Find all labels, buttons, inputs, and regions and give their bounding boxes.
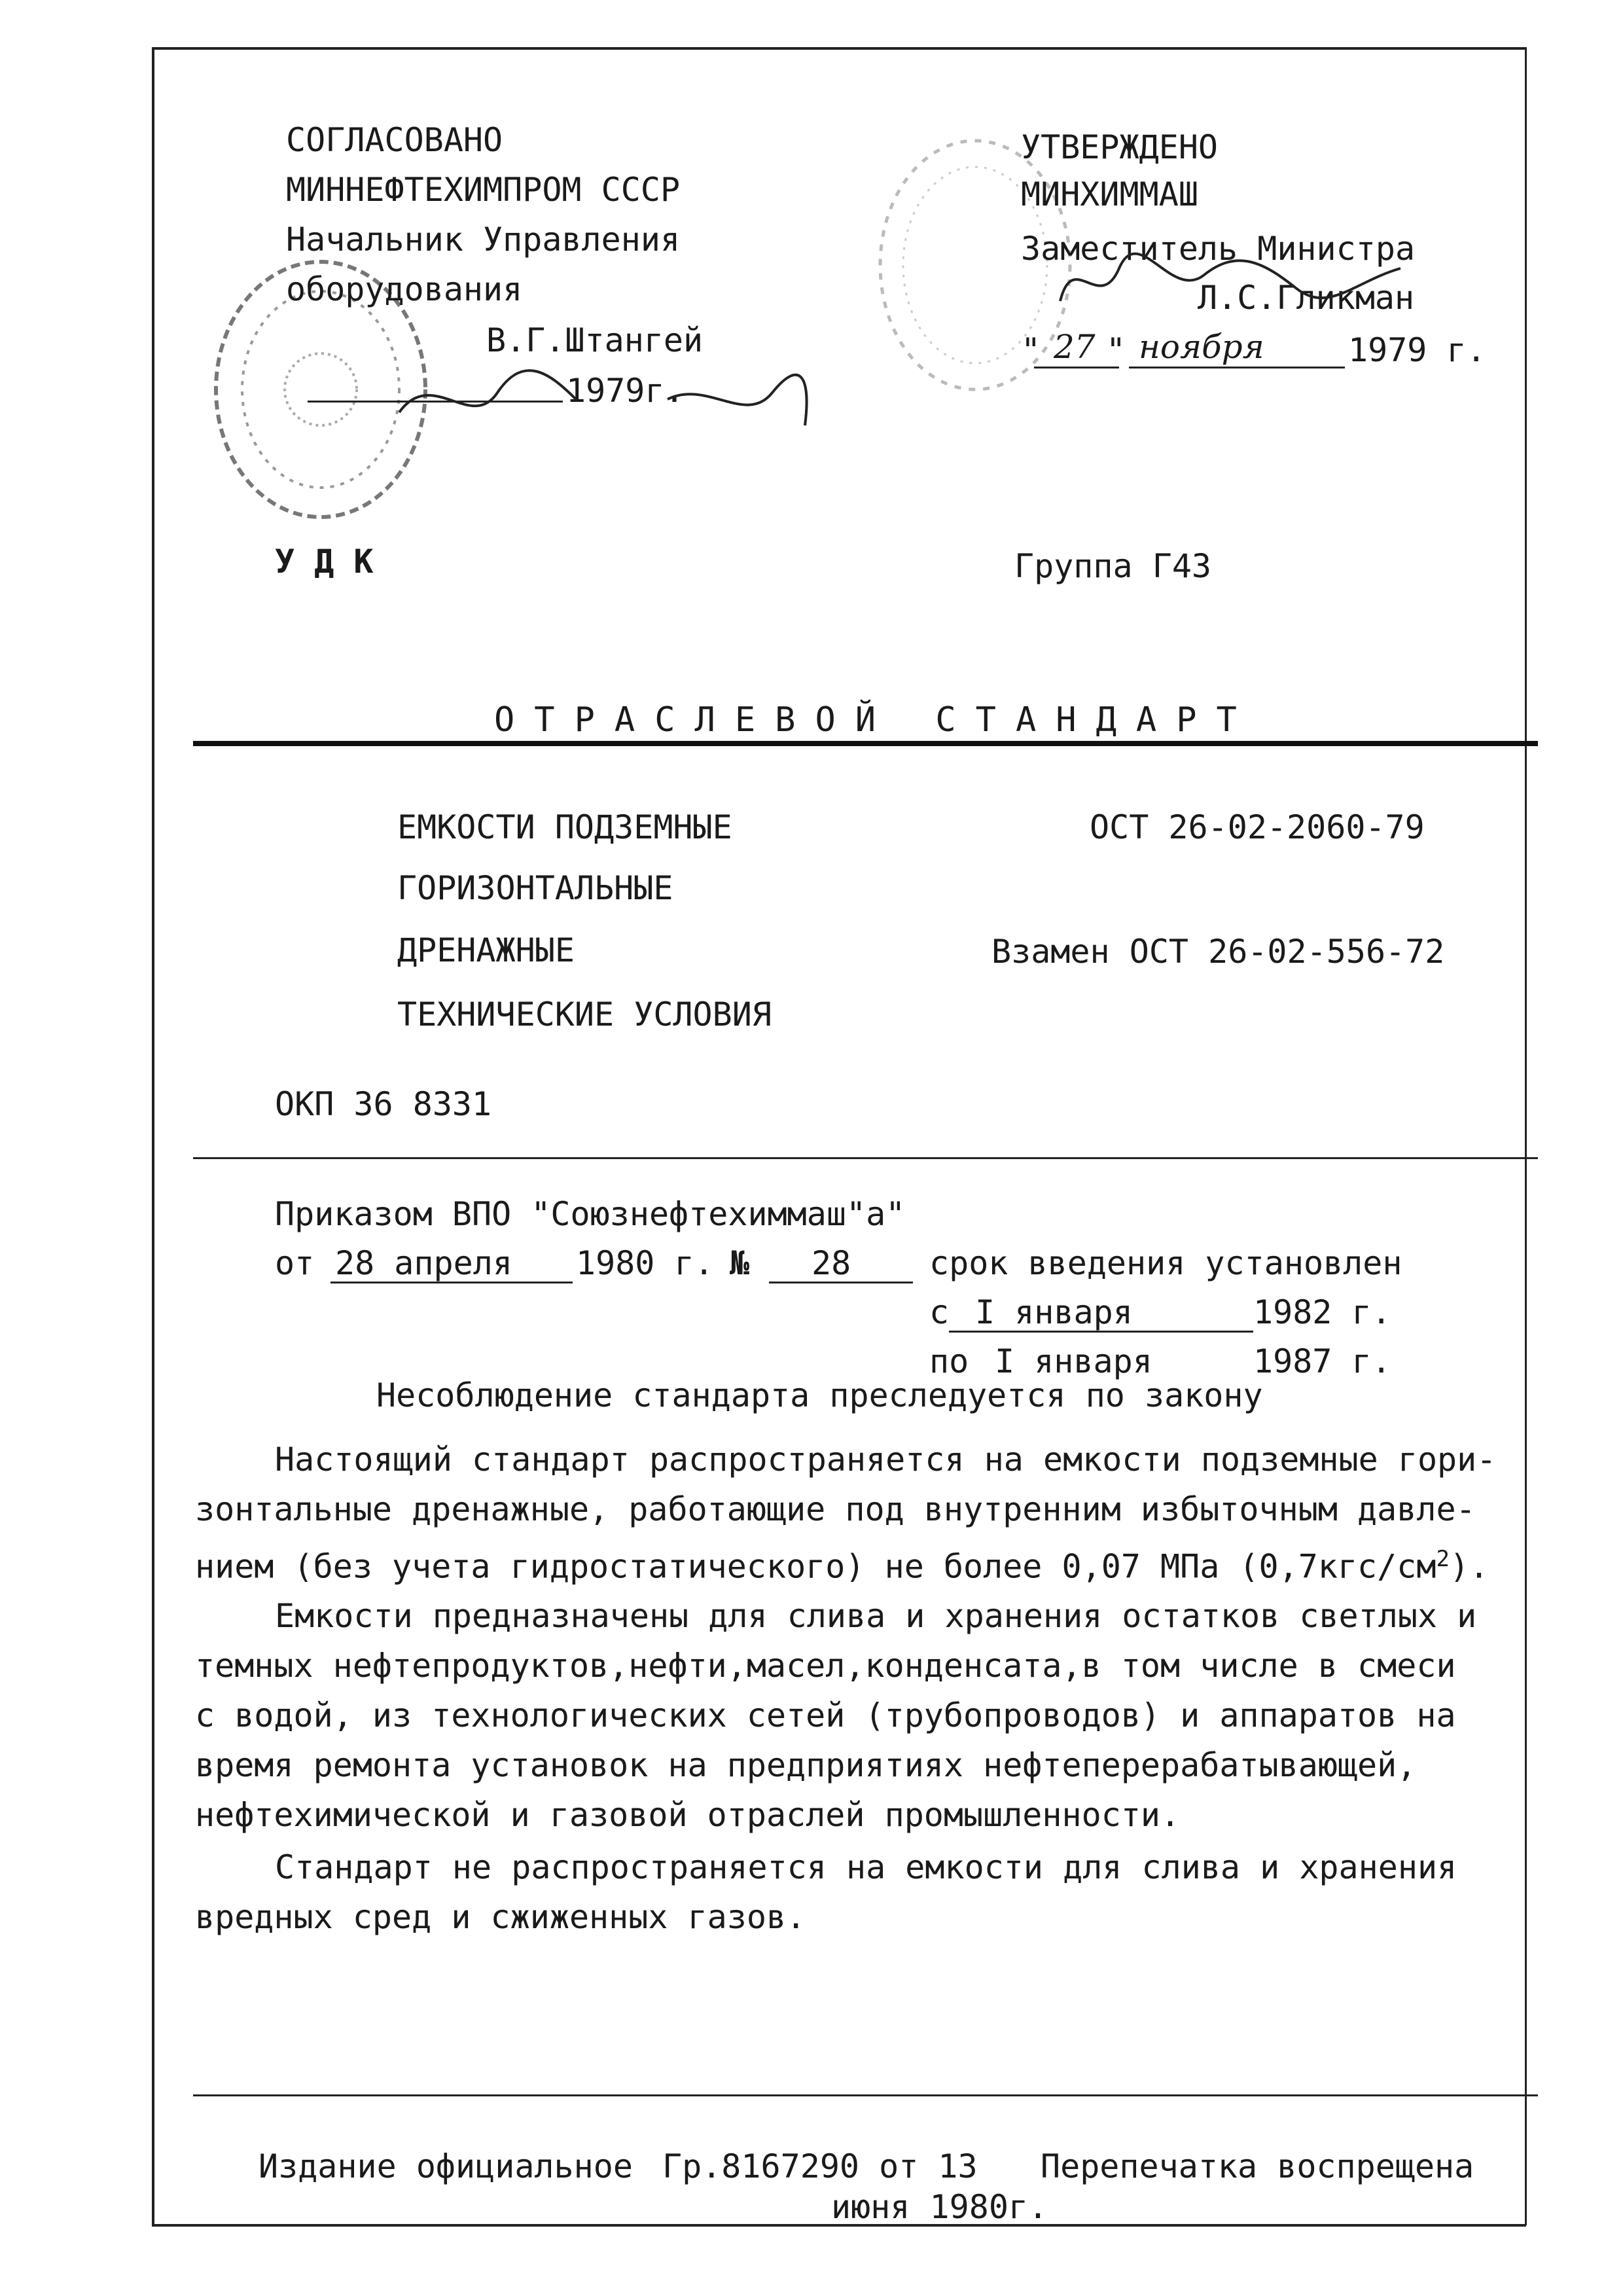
order-from: от [275,1244,315,1282]
approval-right-day: 27 [1054,328,1096,366]
group-label: Группа Г43 [1014,547,1212,585]
udk-label: У Д К [275,543,374,581]
approval-right-name: Л.С.Гликман [1198,279,1415,317]
section-rule [193,1157,1538,1159]
term-from-prefix: с [929,1293,950,1331]
body-p2-l3: с водой, из технологических сетей (трубопроводов) и аппаратов на [195,1696,1456,1734]
page-frame-top [152,47,1526,50]
term-from-underline [949,1331,1253,1333]
order-date-underline [330,1282,573,1283]
okp-code: ОКП 36 8331 [275,1085,492,1123]
ost-number: ОСТ 26-02-2060-79 [1090,808,1425,846]
approval-left-line3: Начальник Управления [286,221,681,259]
body-p1-l2: зонтальные дренажные, работающие под внутренним избыточным давле- [195,1490,1476,1528]
body-p1-l3-text: нием (без учета гидростатического) не более 0,07 МПа (0,7кгс/см [195,1547,1436,1586]
signature-right [1047,242,1414,321]
footer-rule [193,2094,1538,2096]
order-line1: Приказом ВПО "Союзнефтехиммаш"а" [275,1195,906,1233]
term-to-date: I января [995,1342,1152,1380]
approval-right-month: ноября [1139,328,1264,366]
body-p3-l1: Стандарт не распространяется на емкости для слива и хранения [275,1848,1457,1886]
body-p1-l3 [195,1538,1489,1588]
page-frame-left [152,47,154,2225]
approval-right-year: 1979 г. [1348,331,1486,369]
term-from-date: I января [975,1293,1133,1331]
approval-left-line4: оборудования [286,270,523,308]
title-line3: ДРЕНАЖНЫЕ [397,931,575,969]
order-number: 28 [812,1244,851,1282]
approval-right-line2: МИНХИММАШ [1021,175,1198,213]
day-underline [1034,367,1119,368]
body-p2-l2: темных нефтепродуктов,нефти,масел,конденсата,в том числе в смеси [195,1647,1456,1685]
footer-reprint: Перепечатка воспрещена [1041,2147,1474,2185]
body-p1-l3-sup: 2 [1436,1546,1450,1572]
body-p3-l2: вредных сред и сжиженных газов. [195,1898,806,1936]
body-p2-l1: Емкости предназначены для слива и хранения остатков светлых и [275,1597,1477,1635]
order-year: 1980 г. [576,1244,714,1282]
term-to-prefix: по [929,1342,969,1380]
body-p1-l3-end: ). [1449,1547,1489,1586]
approval-right-line1: УТВЕРЖДЕНО [1021,128,1219,166]
signature-left [393,353,825,452]
approval-right-day-open: " [1021,331,1041,369]
approval-left-line1: СОГЛАСОВАНО [286,121,503,159]
replaces-note: Взамен ОСТ 26-02-556-72 [991,933,1445,971]
footer-edition: Издание официальное [259,2147,633,2185]
approval-left-year: 1979г. [566,372,685,410]
term-label: срок введения установлен [929,1244,1402,1282]
body-p1-l1: Настоящий стандарт распространяется на емкости подземные гори- [275,1441,1497,1479]
title-line4: ТЕХНИЧЕСКИЕ УСЛОВИЯ [397,996,772,1033]
title-line2: ГОРИЗОНТАЛЬНЫЕ [397,869,673,907]
law-notice: Несоблюдение стандарта преследуется по закону [376,1376,1263,1414]
order-date: 28 апреля [335,1244,512,1282]
order-number-underline [769,1282,913,1283]
term-to-year: 1987 г. [1253,1342,1391,1380]
standard-header: ОТРАСЛЕВОЙ СТАНДАРТ [494,700,1257,740]
title-line1: ЕМКОСТИ ПОДЗЕМНЫЕ [397,808,732,846]
footer-date: июня 1980г. [831,2188,1048,2226]
header-rule [193,741,1538,746]
approval-right-day-close: " [1106,331,1126,369]
term-from-year: 1982 г. [1253,1293,1391,1331]
body-p2-l5: нефтехимической и газовой отраслей промышленности. [195,1796,1181,1834]
approval-left-name: В.Г.Штангей [486,321,704,359]
approval-right-line3: Заместитель Министра [1021,230,1416,268]
order-number-sign: № [730,1244,750,1282]
footer-registration: Гр.8167290 от 13 [662,2147,978,2185]
month-underline [1129,367,1345,368]
page-frame-right [1525,47,1527,2225]
approval-left-line2: МИННЕФТЕХИМПРОМ СССР [286,171,681,209]
body-p2-l4: время ремонта установок на предприятиях нефтеперерабатывающей, [195,1746,1417,1784]
